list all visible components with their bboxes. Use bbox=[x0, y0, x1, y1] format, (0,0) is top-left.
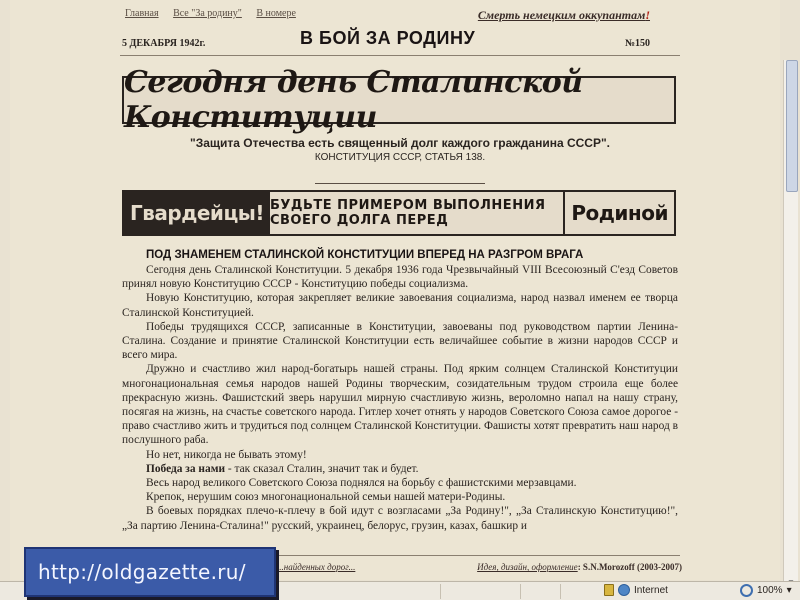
epigraph-source: КОНСТИТУЦИЯ СССР, СТАТЬЯ 138. bbox=[314, 152, 486, 163]
zoom-icon bbox=[740, 584, 753, 597]
article-paragraph: Но нет, никогда не бывать этому! bbox=[146, 448, 307, 461]
zoom-control[interactable] bbox=[740, 584, 792, 597]
article-paragraph: Победы трудящихся СССР, записанные в Конституции, завоеваны под руководством партии Ленина-Сталина. Создание и принятие Сталинской Конституции есть величайшее событие в жизни народов СССР и всего мира. bbox=[122, 320, 678, 362]
nav-link-all-issues[interactable]: Все "За родину" bbox=[173, 8, 242, 19]
zoom-dropdown-icon[interactable]: ▾ bbox=[786, 585, 792, 596]
url-watermark-text: http://oldgazette.ru/ bbox=[38, 560, 246, 584]
zoom-level: 100% bbox=[757, 585, 783, 596]
security-zone[interactable] bbox=[604, 584, 668, 596]
article-paragraph: Весь народ великого Советского Союза поднялся на борьбу с фашистскими мерзавцами. bbox=[146, 477, 577, 490]
globe-icon bbox=[618, 584, 630, 596]
nav-link-home[interactable]: Главная bbox=[125, 8, 159, 19]
epigraph-quote: "Защита Отечества есть священный долг каждого гражданина СССР". bbox=[190, 136, 610, 150]
credits-label[interactable]: Идея, дизайн, оформление bbox=[477, 562, 578, 572]
issue-number: №150 bbox=[624, 38, 650, 49]
constitution-day-banner: Сегодня день Сталинской Конституции bbox=[122, 76, 676, 124]
article-paragraph-bold bbox=[122, 462, 678, 476]
lock-icon bbox=[604, 584, 614, 596]
lead-article bbox=[122, 249, 678, 533]
bold-rest: - так сказал Сталин, значит так и будет. bbox=[225, 462, 419, 475]
slogan bbox=[478, 8, 650, 23]
zone-label: Internet bbox=[634, 584, 668, 596]
credits-author: : S.N.Morozoff (2003-2007) bbox=[577, 562, 682, 572]
slogan-text: Смерть немецким оккупантам bbox=[477, 8, 646, 22]
url-watermark bbox=[24, 547, 276, 597]
guards-banner-middle: БУДЬТЕ ПРИМЕРОМ ВЫПОЛНЕНИЯ СВОЕГО ДОЛГА ПЕРЕД bbox=[269, 198, 546, 228]
slogan-mark: ! bbox=[645, 8, 650, 22]
guards-banner-right: Родиной bbox=[563, 192, 674, 234]
article-headline: ПОД ЗНАМЕНЕМ СТАЛИНСКОЙ КОНСТИТУЦИИ ВПЕРЕД НА РАЗГРОМ ВРАГА bbox=[146, 249, 584, 261]
footer-link[interactable]: ...найденных дорог... bbox=[277, 562, 356, 572]
article-paragraph: В боевых порядках плечо-к-плечу в бой идут с возгласами „За Родину!", „За Сталинскую Конституцию!", „За партию Ленина-Сталина!" русский, украинец, белорус, грузин, казах, башкир и bbox=[122, 505, 678, 532]
quote-divider bbox=[315, 183, 485, 184]
footer-credits bbox=[477, 562, 682, 572]
newspaper-title: В БОЙ ЗА РОДИНУ bbox=[300, 28, 476, 48]
status-pane bbox=[440, 584, 441, 599]
scrollbar-thumb[interactable] bbox=[786, 60, 798, 192]
article-paragraph: Новую Конституцию, которая закрепляет великие завоевания социализма, народ назвал именем ее творца Сталинской Конституцией. bbox=[122, 292, 678, 319]
status-pane bbox=[520, 584, 521, 599]
guards-banner-left: Гвардейцы! bbox=[124, 192, 270, 234]
issue-date: 5 ДЕКАБРЯ 1942г. bbox=[122, 38, 206, 49]
vertical-scrollbar[interactable] bbox=[783, 60, 798, 590]
guards-banner bbox=[122, 190, 676, 236]
nav-link-in-issue[interactable]: В номере bbox=[256, 8, 296, 19]
article-paragraph: Сегодня день Сталинской Конституции. 5 декабря 1936 года Чрезвычайный VIII Всесоюзный С'езд Советов принял новую Конституцию СССР - Конституцию победы социализма. bbox=[122, 264, 678, 291]
header-divider bbox=[120, 55, 680, 56]
bold-lead: Победа за нами bbox=[146, 462, 226, 475]
article-paragraph: Дружно и счастливо жил народ-богатырь нашей страны. Под ярким солнцем Сталинской Конституции многонациональная семья народов нашей Родины творческим, созидательным трудом строила еще более прекрасную жизнь. Фашистский зверь нарушил мирную счастливую жизнь, вероломно напал на нашу страну, посягая на жизнь, на счастье советского народа. Гитлер хочет отнять у народов Советского Союза самое дорогое - право счастливо жить и трудиться под солнцем Сталинской Конституции. Фашисты хотят превратить наш народ в послушного раба. bbox=[122, 363, 678, 447]
status-pane bbox=[560, 584, 561, 599]
top-navigation bbox=[125, 8, 308, 19]
article-paragraph: Крепок, нерушим союз многонациональной семьи нашей матери-Родины. bbox=[146, 491, 506, 504]
